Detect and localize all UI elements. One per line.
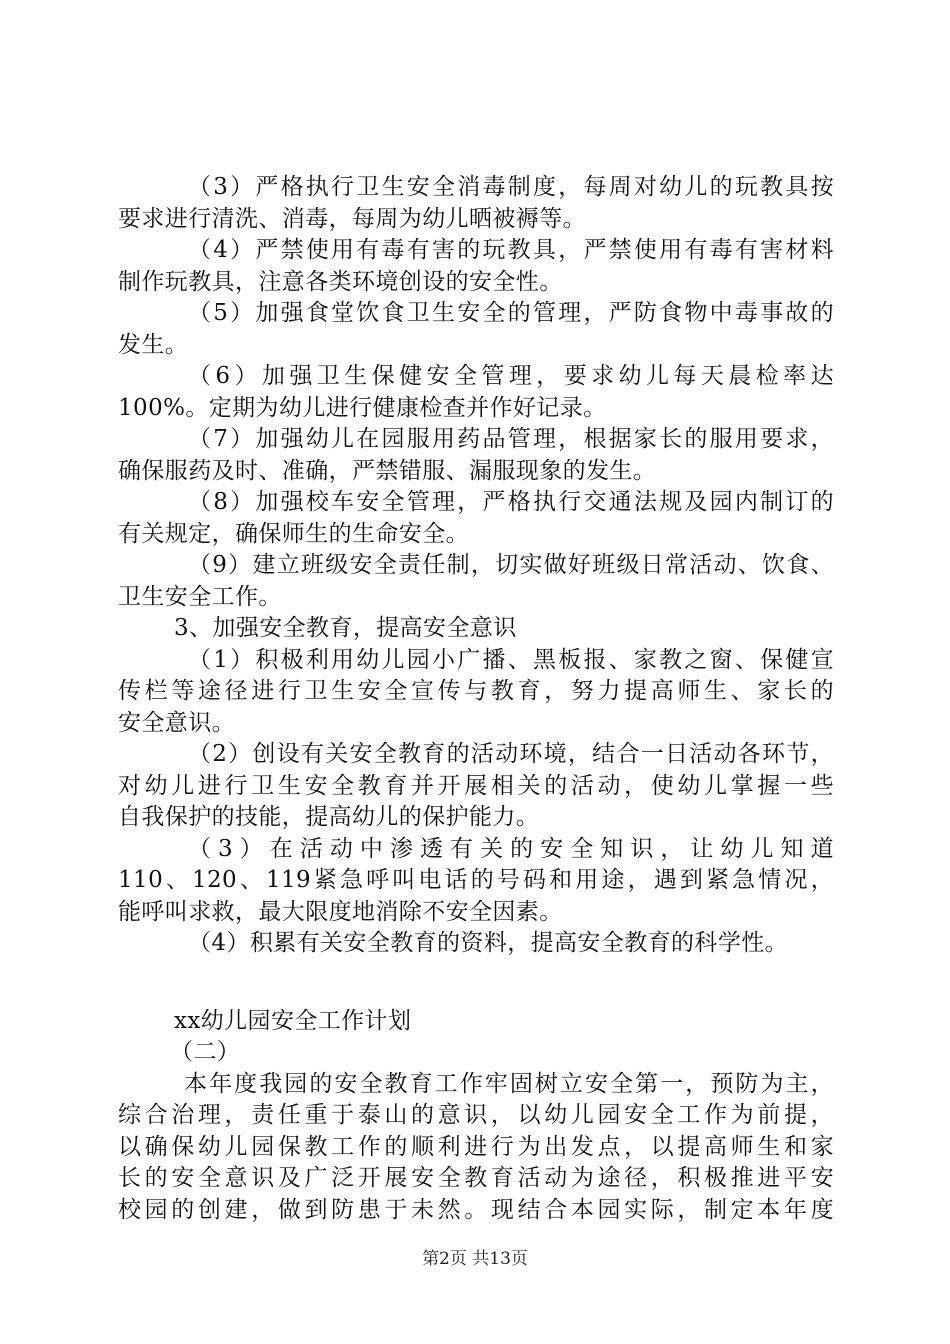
- text-line: 110、120、119紧急呼叫电话的号码和用途，遇到紧急情况，: [118, 867, 834, 893]
- text-line: 发生。: [118, 331, 189, 358]
- text-line: （1）积极利用幼儿园小广播、黑板报、家教之窗、保健宣: [188, 646, 834, 673]
- text-line: 制作玩教具，注意各类环境创设的安全性。: [118, 268, 563, 295]
- text-line: （4）积累有关安全教育的资料，提高安全教育的科学性。: [188, 930, 789, 956]
- text-line: 对幼儿进行卫生安全教育并开展相关的活动，使幼儿掌握一些: [118, 772, 834, 799]
- text-line: （4）严禁使用有毒有害的玩教具，严禁使用有毒有害材料: [188, 237, 834, 263]
- section-subtitle: （二）: [170, 1039, 241, 1065]
- text-line: （9）建立班级安全责任制，切实做好班级日常活动、饮食、: [188, 552, 834, 578]
- text-line: 要求进行清洗、消毒，每周为幼儿晒被褥等。: [118, 205, 586, 232]
- text-line: 卫生安全工作。: [118, 583, 282, 610]
- text-line: 综合治理，责任重于泰山的意识，以幼儿园安全工作为前提，: [118, 1102, 834, 1128]
- page-footer: 第2页 共13页: [422, 1249, 528, 1269]
- document-body: [118, 172, 834, 1226]
- text-line: 以确保幼儿园保教工作的顺利进行为出发点，以提高师生和家: [118, 1133, 834, 1160]
- text-line: 长的安全意识及广泛开展安全教育活动为途径，积极推进平安: [118, 1165, 834, 1191]
- text-line: 3、加强安全教育，提高安全意识: [174, 615, 517, 641]
- text-line: （5）加强食堂饮食卫生安全的管理，严防食物中毒事故的: [188, 300, 834, 326]
- text-line: 安全意识。: [118, 709, 235, 736]
- text-line: （3）在活动中渗透有关的安全知识，让幼儿知道: [188, 835, 834, 862]
- text-line: （8）加强校车安全管理，严格执行交通法规及园内制订的: [188, 489, 834, 515]
- text-line: 自我保护的技能，提高幼儿的保护能力。: [118, 804, 540, 830]
- text-line: （7）加强幼儿在园服用药品管理，根据家长的服用要求，: [188, 426, 834, 452]
- text-line: 传栏等途径进行卫生安全宣传与教育，努力提高师生、家长的: [118, 678, 834, 704]
- text-line: （3）严格执行卫生安全消毒制度，每周对幼儿的玩教具按: [188, 174, 834, 200]
- text-line: 本年度我园的安全教育工作牢固树立安全第一，预防为主，: [184, 1070, 834, 1097]
- section-title: xx幼儿园安全工作计划: [174, 1007, 412, 1034]
- text-line: （6）加强卫生保健安全管理，要求幼儿每天晨检率达: [188, 363, 834, 389]
- text-line: （2）创设有关安全教育的活动环境，结合一日活动各环节，: [188, 741, 834, 767]
- text-line: 校园的创建，做到防患于未然。现结合本园实际，制定本年度: [118, 1196, 834, 1223]
- text-line: 能呼叫求救，最大限度地消除不安全因素。: [118, 898, 563, 925]
- text-line: 确保服药及时、准确，严禁错服、漏服现象的发生。: [118, 457, 657, 484]
- section-gap: [118, 960, 834, 1006]
- text-line: 有关规定，确保师生的生命安全。: [118, 520, 469, 547]
- text-line: 100%。定期为幼儿进行健康检查并作好记录。: [118, 394, 607, 421]
